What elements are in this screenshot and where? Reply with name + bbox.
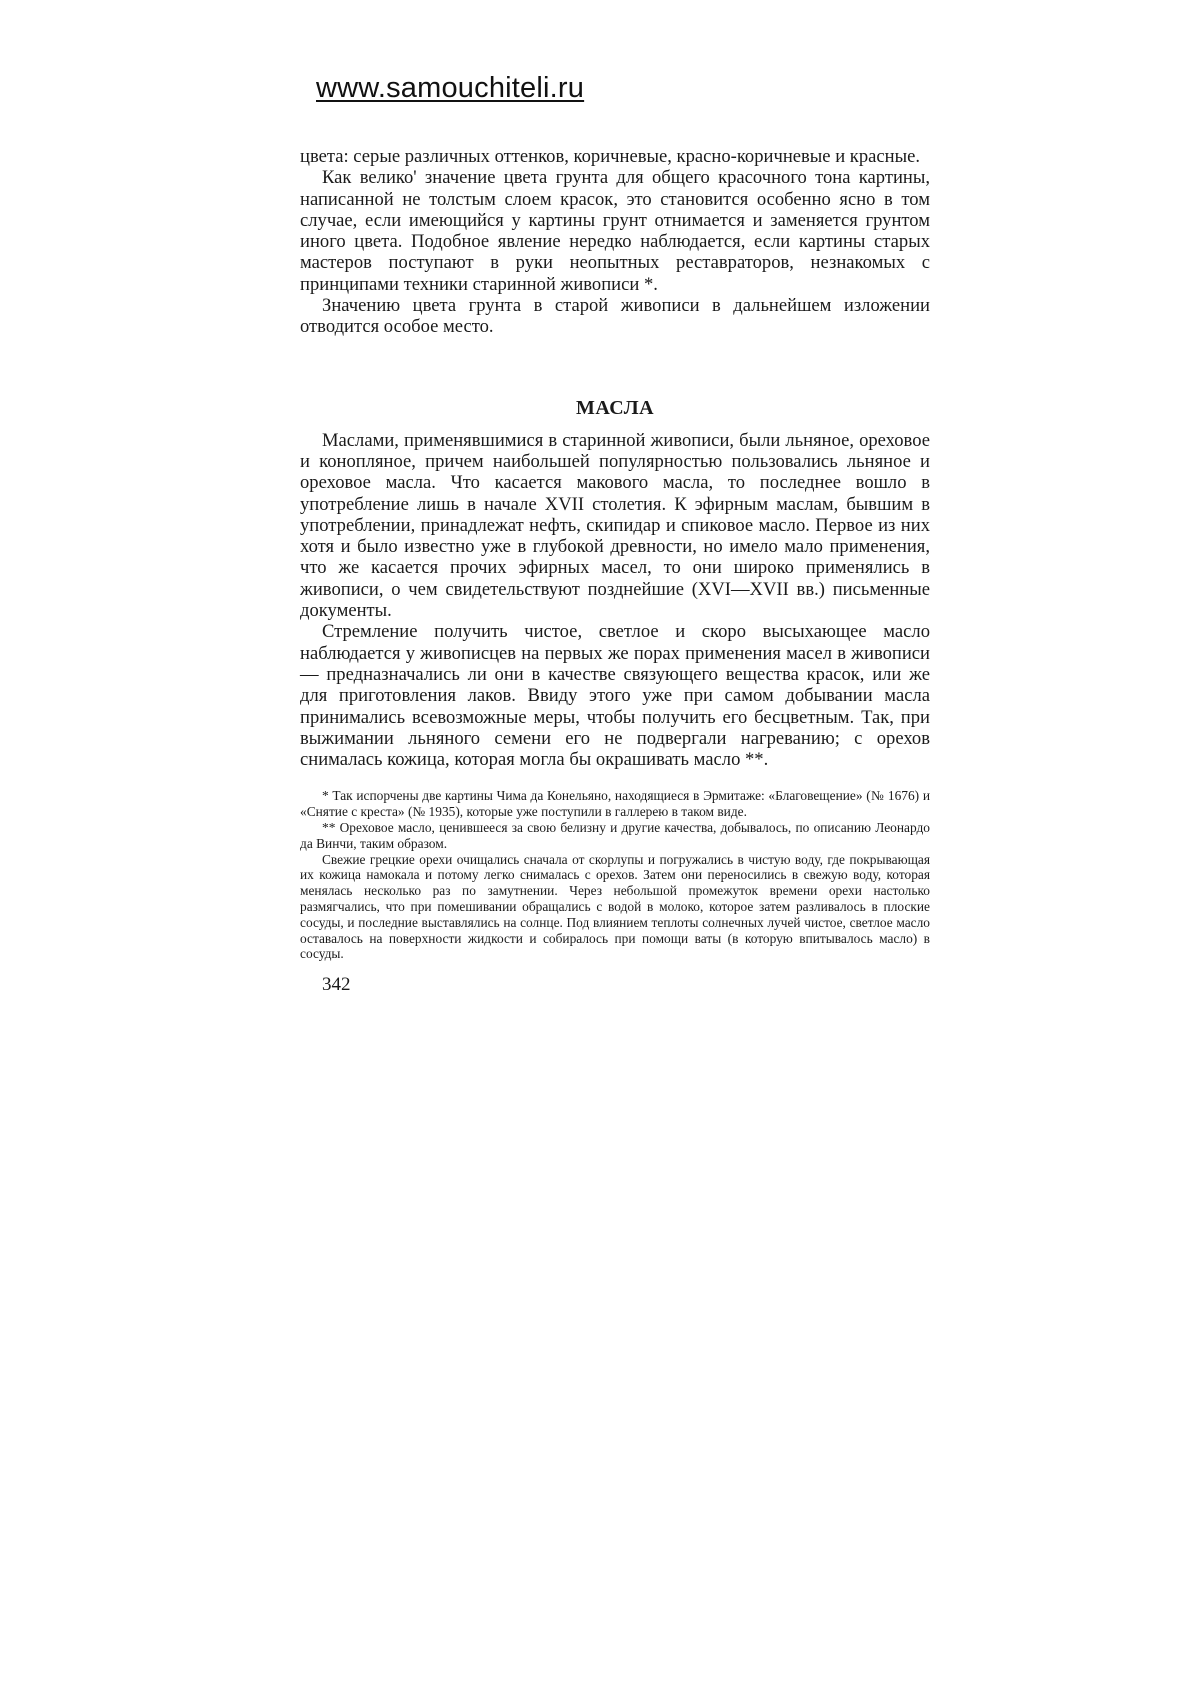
page-number-spacer [300,962,930,974]
section-paragraph: Маслами, применявшимися в старинной живописи, были льняное, ореховое и конопляное, причем наибольшей популярностью пользовались льняное и ореховое масла. Что касается макового масла, то последнее вошло в употребление лишь в начале XVII столетия. К эфирным маслам, бывшим в употреблении, принадлежат нефть, скипидар и спиковое масло. Первое из них хотя и было известно уже в глубокой древности, но имело мало применения, что же касается прочих эфирных масел, то они широко применялись в живописи, о чем свидетельствуют позднейшие (XVI—XVII вв.) письменные документы. [300,430,930,622]
page-number: 342 [300,974,930,996]
intro-paragraph: Значению цвета грунта в старой живописи в дальнейшем изложении отводится особое место. [300,295,930,338]
intro-paragraph: Как велико' значение цвета грунта для общего красочного тона картины, написанной не толстым слоем красок, это становится особенно ясно в том случае, если имеющийся у картины грунт отнимается и заменяется грунтом иного цвета. Подобное явление нередко наблюдается, если картины старых мастеров поступают в руки неопытных реставраторов, незнакомых с принципами техники старинной живописи *. [300,167,930,295]
footnotes [300,788,930,962]
section-title: МАСЛА [300,396,930,420]
footnotes-spacer [300,770,930,788]
footnote: Свежие грецкие орехи очищались сначала от скорлупы и погружались в чистую воду, где покрывающая их кожица намокала и потому легко снималась с орехов. Затем они переносились в свежую воду, которая менялась несколько раз по замутнении. Через небольшой промежуток времени орехи настолько размягчались, что при помешивании обращались с водой в молоко, которое затем разливалось в плоские сосуды, и последние выставлялись на солнце. Под влиянием теплоты солнечных лучей чистое, светлое масло оставалось на поверхности жидкости и собиралось при помощи ваты (в которую впитывалось масло) в сосуды. [300,852,930,963]
footnote: ** Ореховое масло, ценившееся за свою белизну и другие качества, добывалось, по описанию Леонардо да Винчи, таким образом. [300,820,930,852]
section-paragraph: Стремление получить чистое, светлое и скоро высыхающее масло наблюдается у живописцев на первых же порах применения масел в живописи — предназначались ли они в качестве связующего вещества красок, или же для приготовления лаков. Ввиду этого уже при самом добывании масла принимались всевозможные меры, чтобы получить его бесцветным. Так, при выжимании льняного семени его не подвергали нагреванию; с орехов снималась кожица, которая могла бы окрашивать масло **. [300,621,930,770]
intro-paragraph: цвета: серые различных оттенков, коричневые, красно-коричневые и красные. [300,146,930,167]
heading-spacer [300,420,930,430]
section-spacer [300,338,930,396]
footnote: * Так испорчены две картины Чима да Конельяно, находящиеся в Эрмитаже: «Благовещение» (№ 1676) и «Снятие с креста» (№ 1935), которые уже поступили в галлерею в таком виде. [300,788,930,820]
page-content [300,146,930,996]
site-url-link[interactable]: www.samouchiteli.ru [316,72,584,105]
